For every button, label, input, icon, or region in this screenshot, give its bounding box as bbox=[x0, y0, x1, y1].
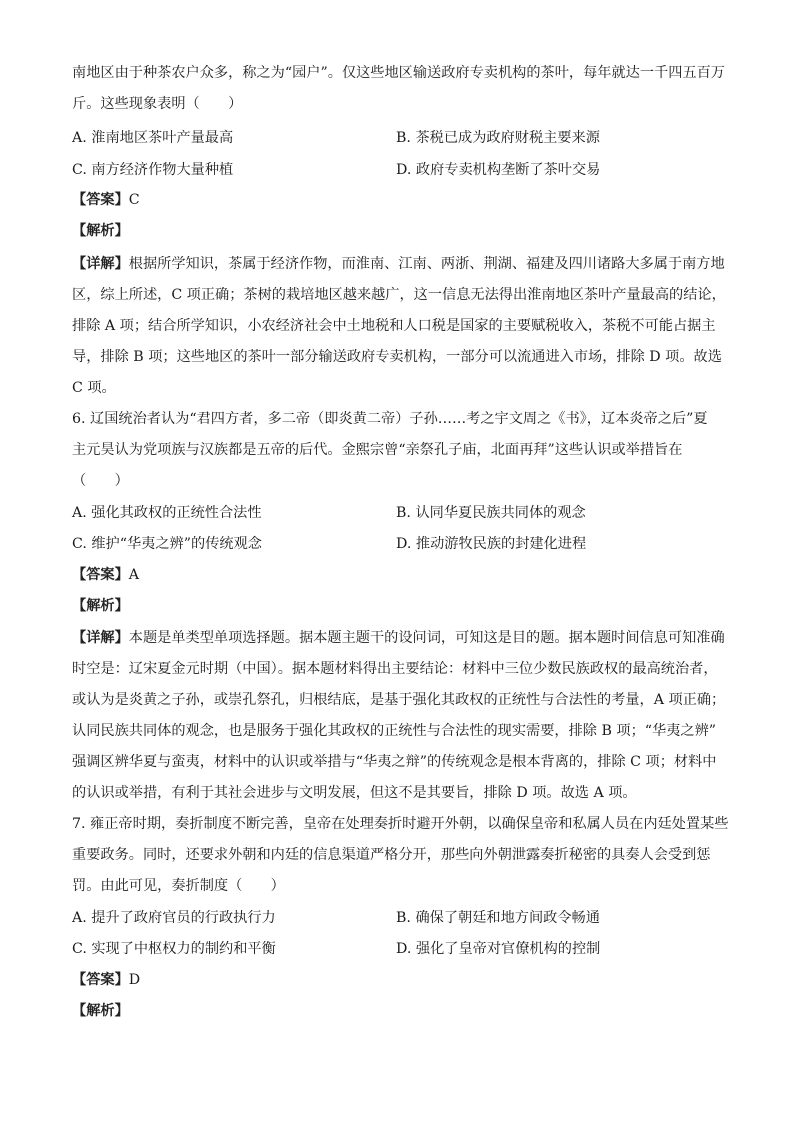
detail-label: 【详解】 bbox=[72, 630, 129, 646]
q6-detail-line-1 bbox=[72, 627, 725, 649]
detail-text: 本题是单类型单项选择题。据本题主题干的设问词，可知这是目的题。据本题时间信息可知准确 bbox=[128, 630, 725, 646]
analysis-label: 【解析】 bbox=[72, 598, 129, 614]
detail-label: 【详解】 bbox=[72, 256, 129, 272]
q6-option-d: D. 推动游牧民族的封建化进程 bbox=[396, 536, 587, 552]
q5-stem-line-2: 斤。这些现象表明（ ） bbox=[72, 96, 243, 112]
q5-answer bbox=[72, 189, 722, 211]
q6-detail-line-5: 强调区辨华夏与蛮夷，材料中的认识或举措与“华夷之辩”的传统观念是根本背离的，排除 C 项；材料中 bbox=[72, 754, 717, 770]
q6-detail-line-3: 或认为是炎黄之子孙，或崇孔祭孔，归根结底，是基于强化其政权的正统性与合法性的考量，A 项正确； bbox=[72, 692, 726, 708]
q6-detail-line-6: 的认识或举措，有利于其社会进步与文明发展，但这不是其要旨，排除 D 项。故选 A 项。 bbox=[72, 785, 637, 801]
answer-value: D bbox=[128, 972, 141, 988]
q5-detail-line-1 bbox=[72, 253, 725, 275]
q6-option-a: A. 强化其政权的正统性合法性 bbox=[72, 505, 262, 521]
analysis-label: 【解析】 bbox=[72, 223, 129, 239]
q5-option-a: A. 淮南地区茶叶产量最高 bbox=[72, 130, 234, 146]
q6-stem-line-2: 主元昊认为党项族与汉族都是五帝的后代。金熙宗曾“亲祭孔子庙，北面再拜”这些认识或举措旨在 bbox=[72, 442, 683, 458]
q5-detail-line-4: 导，排除 B 项；这些地区的茶叶一部分输送政府专卖机构，一部分可以流通进入市场，排除 D 项。故选 bbox=[72, 349, 722, 365]
q7-option-d: D. 强化了皇帝对官僚机构的控制 bbox=[396, 941, 601, 957]
detail-text: 根据所学知识，茶属于经济作物，而淮南、江南、两浙、荆湖、福建及四川诸路大多属于南方地 bbox=[128, 256, 725, 272]
q7-option-a: A. 提升了政府官员的行政执行力 bbox=[72, 910, 276, 926]
q7-option-b: B. 确保了朝廷和地方间政令畅通 bbox=[396, 910, 600, 926]
q5-detail-line-2: 区，综上所述，C 项正确；茶树的栽培地区越来越广，这一信息无法得出淮南地区茶叶产量最高的结论， bbox=[72, 287, 726, 303]
answer-value: A bbox=[128, 567, 140, 583]
analysis-label: 【解析】 bbox=[72, 1003, 129, 1019]
q7-analysis-label bbox=[72, 1000, 722, 1022]
q5-option-d: D. 政府专卖机构垄断了茶叶交易 bbox=[396, 162, 601, 178]
q7-stem-line-3: 罚。由此可见，奏折制度（ ） bbox=[72, 878, 285, 894]
q7-stem-line-1: 7. 雍正帝时期，奏折制度不断完善，皇帝在处理奏折时避开外朝，以确保皇帝和私属人员在内廷处置某些 bbox=[72, 816, 729, 832]
q6-analysis-label bbox=[72, 595, 722, 617]
answer-label: 【答案】 bbox=[72, 567, 129, 583]
q6-option-c: C. 维护“华夷之辨”的传统观念 bbox=[72, 536, 262, 552]
q6-stem-line-3: （ ） bbox=[72, 473, 129, 489]
q5-analysis-label bbox=[72, 220, 722, 242]
q6-answer bbox=[72, 564, 722, 586]
answer-label: 【答案】 bbox=[72, 972, 129, 988]
q7-option-c: C. 实现了中枢权力的制约和平衡 bbox=[72, 941, 276, 957]
q7-answer bbox=[72, 969, 722, 991]
q6-option-b: B. 认同华夏民族共同体的观念 bbox=[396, 505, 586, 521]
q7-stem-line-2: 重要政务。同时，还要求外朝和内廷的信息渠道严格分开，那些向外朝泄露奏折秘密的具奏人会受到惩 bbox=[72, 847, 711, 863]
answer-label: 【答案】 bbox=[72, 192, 129, 208]
q6-stem-line-1: 6. 辽国统治者认为“君四方者，多二帝（即炎黄二帝）子孙……考之宇文周之《书》，辽本炎帝之后”夏 bbox=[72, 411, 708, 427]
q5-stem-line-1: 南地区由于种茶农户众多，称之为“园户”。仅这些地区输送政府专卖机构的茶叶，每年就达一千四五百万 bbox=[72, 65, 725, 81]
q5-detail-line-5: C 项。 bbox=[72, 380, 116, 396]
q6-detail-line-2: 时空是：辽宋夏金元时期（中国）。据本题材料得出主要结论：材料中三位少数民族政权的最高统治者， bbox=[72, 661, 718, 677]
answer-value: C bbox=[128, 192, 140, 208]
q5-option-b: B. 茶税已成为政府财税主要来源 bbox=[396, 130, 600, 146]
q5-option-c: C. 南方经济作物大量种植 bbox=[72, 162, 234, 178]
q5-detail-line-3: 排除 A 项；结合所学知识，小农经济社会中土地税和人口税是国家的主要赋税收入，茶税不可能占据主 bbox=[72, 318, 716, 334]
q6-detail-line-4: 认同民族共同体的观念，也是服务于强化其政权的正统性与合法性的现实需要，排除 B 项；“华夷之辨” bbox=[72, 723, 717, 739]
